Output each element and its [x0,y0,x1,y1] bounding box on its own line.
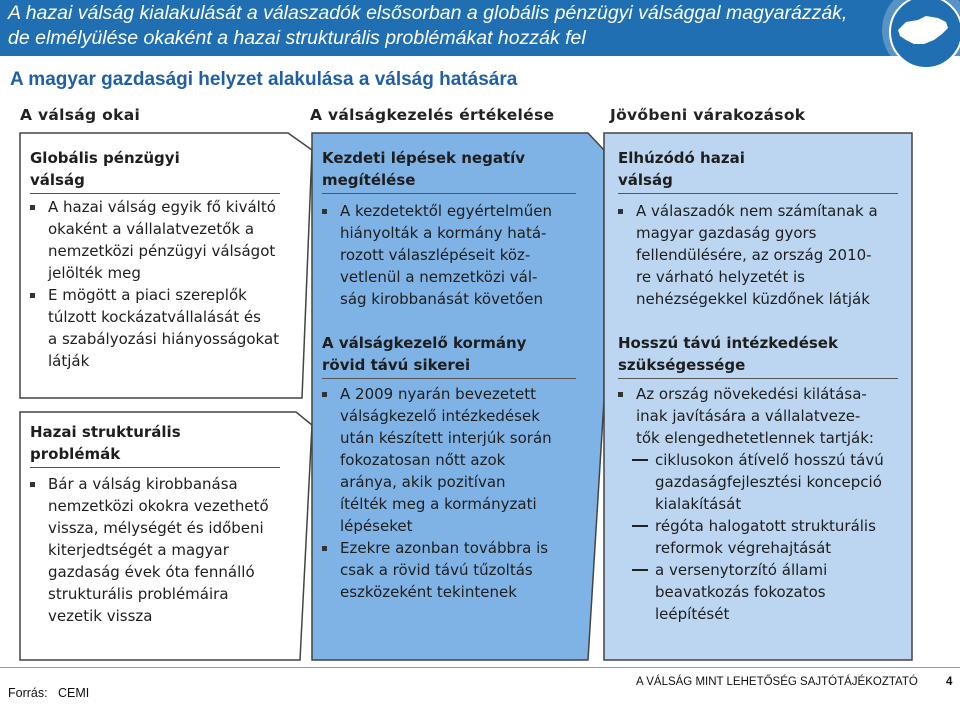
domestic-problems-heading: Hazai strukturális problémák [30,423,181,463]
list-item: A válaszadók nem számítanak a magyar gazdaság gyors fellendülésére, az ország 2010- re várható helyzetét is nehézségekkel küzdőnek látják [618,200,910,310]
report-name: A VÁLSÁG MINT LEHETŐSÉG SAJTÓTÁJÉKOZTATÓ [636,676,918,688]
prolonged-crisis-bullets [618,200,910,310]
list-item: E mögött a piaci szereplők túlzott kockázatvállalását és a szabályozási hiányosságokat látják [30,284,295,372]
list-item: A kezdetektől egyértelműen hiányolták a kormány hatá- rozott válaszlépéseit köz- vetlenül a nemzetközi vál- ság kirobbanását követően [322,200,592,310]
list-item: Ezekre azonban továbbra is csak a rövid távú tűzoltás eszközeként tekintenek [322,537,592,603]
column-heading-expectations: Jövőbeni várakozások [610,106,806,124]
list-item: A 2009 nyarán bevezetett válságkezelő intézkedések után készített interjúk során fokozatosan nőtt azok aránya, akik pozitívan ítélték meg a kormányzati lépéseket [322,383,592,537]
list-item: Bár a válság kirobbanása nemzetközi okokra vezethető vissza, mélységét és időbeni kiterjedtségét a magyar gazdaság évek óta fennálló strukturális problémáira vezetik vissza [30,473,295,627]
initial-steps-bullets [322,200,592,310]
divider [322,193,576,194]
footer-divider [0,667,960,668]
divider [30,467,280,468]
divider [618,193,898,194]
prolonged-crisis-heading: Elhúzódó hazai válság [618,149,745,189]
divider [618,378,898,379]
list-item: Az ország növekedési kilátása- inak javítására a vállalatveze- tők elengedhetetlennek tartják: [618,383,910,449]
long-term-measures-heading: Hosszú távú intézkedések szükségessége [618,334,838,374]
initial-steps-heading: Kezdeti lépések negatív megítélése [322,149,526,189]
divider [30,193,280,194]
page-number: 4 [946,676,953,688]
slide-subtitle: A magyar gazdasági helyzet alakulása a válság hatására [10,69,518,90]
divider [322,378,576,379]
global-crisis-bullets [30,196,295,372]
source-note: Forrás: CEMI [8,686,90,700]
list-sub-item: a versenytorzító állami beavatkozás fokozatos leépítését [618,559,910,625]
list-sub-item: ciklusokon átívelő hosszú távú gazdaságfejlesztési koncepció kialakítását [618,449,910,515]
column-heading-causes: A válság okai [20,106,141,124]
short-term-success-bullets [322,383,592,603]
slide-title: A hazai válság kialakulását a válaszadók elsősorban a globális pénzügyi válsággal magyarázzák, de elmélyülése okaként a hazai strukturális problémákat hozzák fel [8,2,848,49]
long-term-measures-bullets [618,383,910,625]
short-term-success-heading: A válságkezelő kormány rövid távú sikerei [322,334,527,374]
global-crisis-heading: Globális pénzügyi válság [30,149,180,189]
list-sub-item: régóta halogatott strukturális reformok végrehajtását [618,515,910,559]
domestic-problems-bullets [30,473,295,627]
list-item: A hazai válság egyik fő kiváltó okaként a vállalatvezetők a nemzetközi pénzügyi válságot jelölték meg [30,196,295,284]
column-heading-evaluation: A válságkezelés értékelése [310,106,555,124]
